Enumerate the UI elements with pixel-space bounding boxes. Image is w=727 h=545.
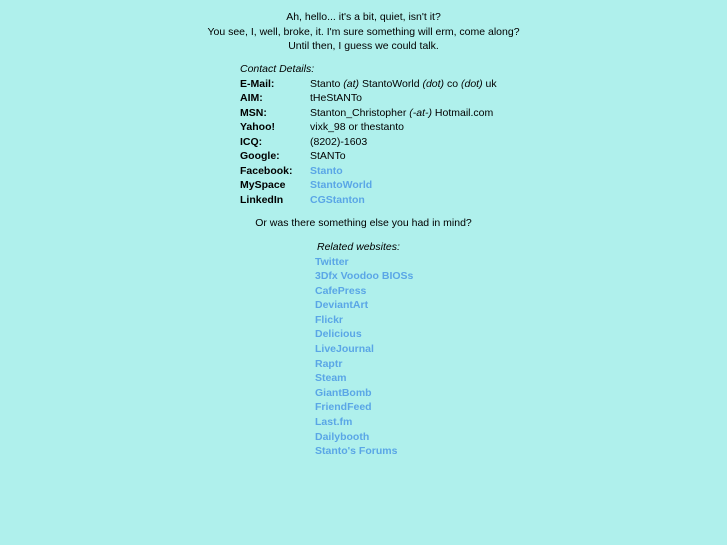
linkedin-label: LinkedIn xyxy=(240,193,284,206)
yahoo-label: Yahoo! xyxy=(240,121,276,133)
linkedin-value xyxy=(310,193,365,208)
intro-line-2: You see, I, well, broke, it. I'm sure something will erm, come along? xyxy=(207,25,520,38)
related-link-deviantart[interactable]: DeviantArt xyxy=(315,299,369,312)
intro-text xyxy=(0,10,727,54)
contact-row-email xyxy=(240,77,497,92)
contact-row-yahoo xyxy=(240,120,497,135)
facebook-value xyxy=(310,164,343,179)
msn-value xyxy=(310,106,493,121)
contact-row-google xyxy=(240,149,497,164)
related-link-3dfx-voodoo-bioss[interactable]: 3Dfx Voodoo BIOSs xyxy=(315,270,414,283)
google-label: Google: xyxy=(240,150,280,162)
email-part: uk xyxy=(482,77,497,90)
icq-label: ICQ: xyxy=(240,135,263,148)
related-websites-title: Related websites: xyxy=(317,241,400,253)
email-dot: (dot) xyxy=(460,77,483,90)
email-part: StantoWorld xyxy=(359,77,423,90)
intro-line-1: Ah, hello... it's a bit, quiet, isn't it? xyxy=(286,11,441,23)
related-link-giantbomb[interactable]: GiantBomb xyxy=(315,386,372,399)
email-value xyxy=(310,77,497,92)
contact-row-linkedin xyxy=(240,193,497,208)
related-link-twitter[interactable]: Twitter xyxy=(315,255,349,268)
contact-row-facebook xyxy=(240,164,497,179)
facebook-label: Facebook: xyxy=(240,164,293,177)
yahoo-value: vixk_98 or thestanto xyxy=(310,121,404,133)
email-dot: (dot) xyxy=(422,77,445,90)
msn-part: Stanton_Christopher xyxy=(310,106,410,119)
contact-row-myspace xyxy=(240,178,497,193)
related-link-stantos-forums[interactable]: Stanto's Forums xyxy=(315,445,398,458)
aim-label: AIM: xyxy=(240,92,263,104)
msn-label: MSN: xyxy=(240,106,267,119)
contact-details xyxy=(240,62,497,207)
related-link-steam[interactable]: Steam xyxy=(315,372,347,385)
related-link-flickr[interactable]: Flickr xyxy=(315,313,344,326)
contact-details-title: Contact Details: xyxy=(240,63,315,75)
email-label: E-Mail: xyxy=(240,77,275,90)
email-at: (at) xyxy=(343,77,360,90)
linkedin-link[interactable]: CGStanton xyxy=(310,193,365,206)
aim-value: tHeStANTo xyxy=(310,92,362,104)
related-websites xyxy=(315,240,413,459)
facebook-link[interactable]: Stanto xyxy=(310,164,343,177)
question-text: Or was there something else you had in mind? xyxy=(255,217,472,229)
intro-line-3: Until then, I guess we could talk. xyxy=(288,40,439,52)
msn-at: (-at-) xyxy=(409,106,432,119)
msn-part: Hotmail.com xyxy=(431,106,494,119)
related-link-dailybooth[interactable]: Dailybooth xyxy=(315,430,370,443)
myspace-value xyxy=(310,178,372,193)
contact-row-msn xyxy=(240,106,497,121)
related-link-friendfeed[interactable]: FriendFeed xyxy=(315,401,372,414)
related-link-delicious[interactable]: Delicious xyxy=(315,328,362,341)
email-part: Stanto xyxy=(310,77,344,90)
icq-value: (8202)-1603 xyxy=(310,135,368,148)
myspace-link[interactable]: StantoWorld xyxy=(310,179,373,191)
contact-row-icq xyxy=(240,135,497,150)
related-links-list xyxy=(315,255,413,459)
myspace-label: MySpace xyxy=(240,179,286,191)
contact-row-aim xyxy=(240,91,497,106)
related-link-lastfm[interactable]: Last.fm xyxy=(315,416,353,429)
related-link-livejournal[interactable]: LiveJournal xyxy=(315,343,374,356)
email-part: co xyxy=(444,77,461,90)
related-link-cafepress[interactable]: CafePress xyxy=(315,284,367,297)
google-value: StANTo xyxy=(310,150,346,162)
related-link-raptr[interactable]: Raptr xyxy=(315,357,343,370)
